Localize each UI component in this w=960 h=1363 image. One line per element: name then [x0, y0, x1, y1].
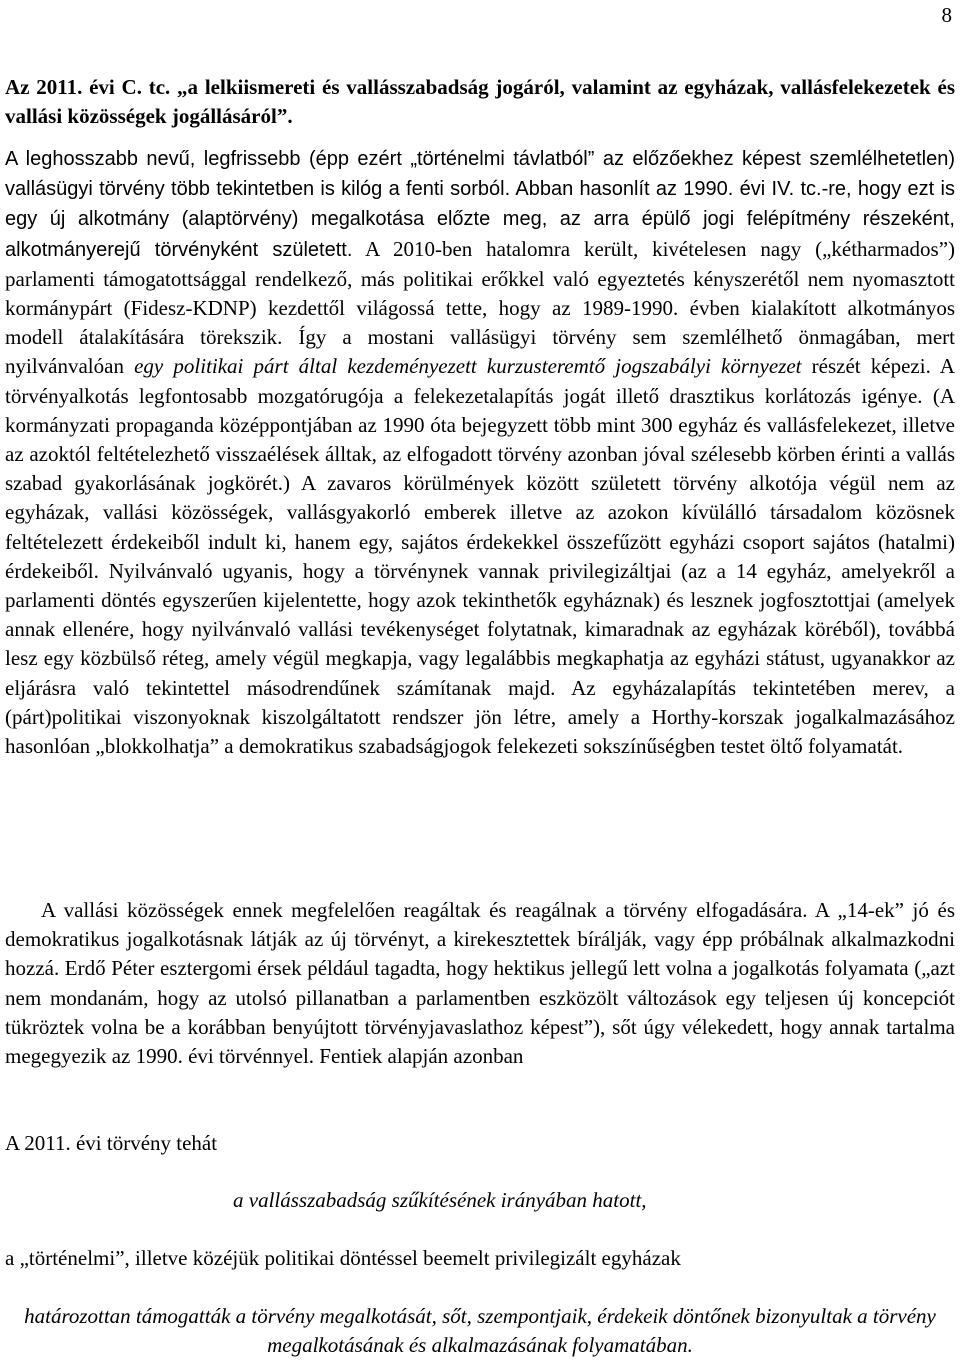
summary-line-3: a „történelmi”, illetve közéjük politikai döntéssel beemelt privilegizált egyházak [5, 1246, 681, 1270]
paragraph-1-text-b: részét képezi. A törvényalkotás legfontosabb mozgatórugója a felekezetalapítás jogát illető drasztikus korlátozás igénye. (A kormányzati propaganda középpontjában az 1990 óta bejegyzett több mint 300 egyház és vallásfelekezet, illetve az azoktól feltételezhető visszaélések álltak, az elfogadott törvény azonban jóval szélesebb körben érinti a vallás szabad gyakorlásának jogkörét.) A zavaros körülmények között született törvény alkotója végül nem az egyházak, vallási közösségek, vallásgyakorló emberek illetve az azokon kívülálló társadalom közösnek feltételezett érdekeiből indult ki, hanem egy, sajátos érdekekkel összefűzött egyházi csoport sajátos (hatalmi) érdekeiből. Nyilvánvaló ugyanis, hogy a törvénynek vannak privilegizáltjai (az a 14 egyház, amelyekről a parlamenti döntés egyszerűen kijelentette, hogy azok tekinthetők egyháznak) és lesznek jogfosztottjai (amelyek annak ellenére, hogy nyilvánvaló vallási tevékenységet folytatnak, kimaradnak az egyházak köréből), továbbá lesz egy közbülső réteg, amely végül megkapja, vagy legalábbis megkaphatja az egyházi státust, ugyanakkor az eljárásra való tekintettel másodrendűnek számítanak majd. Az egyházalapítás tekintetében merev, a (párt)politikai viszonyoknak kiszolgáltatott rendszer jön létre, amely a Horthy-korszak jogalkalmazásához hasonlóan „blokkolhatja” a demokratikus szabadságjogok felekezeti sokszínűségben testet öltő folyamatát. [5, 354, 955, 759]
summary-line-4: határozottan támogatták a törvény megalkotását, sőt, szempontjaik, érdekeik döntőnek bizonyultak a törvény megalkotásának és alkalmazásának folyamatában. [24, 1304, 936, 1358]
paragraph-1-italic-phrase: egy politikai párt által kezdeményezett kurzusteremtő jogszabályi környezet [134, 354, 802, 379]
section-heading: Az 2011. évi C. tc. „a lelkiismereti és vallásszabadság jogáról, valamint az egyházak, vallásfelekezetek és vallási közösségek jogállásáról”. [5, 75, 955, 128]
paragraph-1-sans-text: A leghosszabb nevű, legfrissebb (épp ezért „történelmi távlatból” az előzőekhez képest szemlélhetetlen) vallásügyi törvény több tekintetben is kilóg a fenti sorból. Abban hasonlít az 1990. évi IV. tc.-re, hogy ezt is egy új alkotmány (alaptörvény) megalkotása előzte meg, az arra épülő jogi felépítmény részeként, alkotmányerejű törvényként született. [5, 148, 955, 261]
paragraph-1 [5, 144, 955, 761]
paragraph-1-text-a: A 2010-ben hatalomra került, kivételesen nagy („kétharmados”) parlamenti támogatottsággal rendelkező, más politikai erőkkel való egyeztetés kényszerétől nem nyomasztott kormánypárt (Fidesz-KDNP) kezdettől világossá tette, hogy az 1989-1990. évben kialakított alkotmányos modell átalakítására törekszik. Így a mostani vallásügyi törvény sem szemlélhető önmagában, mert nyilvánvalóan [5, 236, 956, 379]
page-number: 8 [941, 3, 952, 27]
summary-line-2: a vallásszabadság szűkítésének irányában hatott, [233, 1188, 647, 1212]
summary-line-1: A 2011. évi törvény tehát [5, 1131, 218, 1155]
paragraph-2: A vallási közösségek ennek megfelelően reagáltak és reagálnak a törvény elfogadására. A „14-ek” jó és demokratikus jogalkotásnak látják az új törvényt, a kirekesztettek bírálják, vagy épp próbálnak alkalmazkodni hozzá. Erdő Péter esztergomi érsek például tagadta, hogy hektikus jellegű lett volna a jogalkotás folyamata („azt nem mondanám, hogy az utolsó pillanatban a parlamentben eszközölt változások egy teljesen új koncepciót tükröztek volna be a korábban benyújtott törvényjavaslathoz képest”), sőt úgy vélekedett, hogy annak tartalma megegyezik az 1990. évi törvénnyel. Fentiek alapján azonban [5, 898, 955, 1069]
